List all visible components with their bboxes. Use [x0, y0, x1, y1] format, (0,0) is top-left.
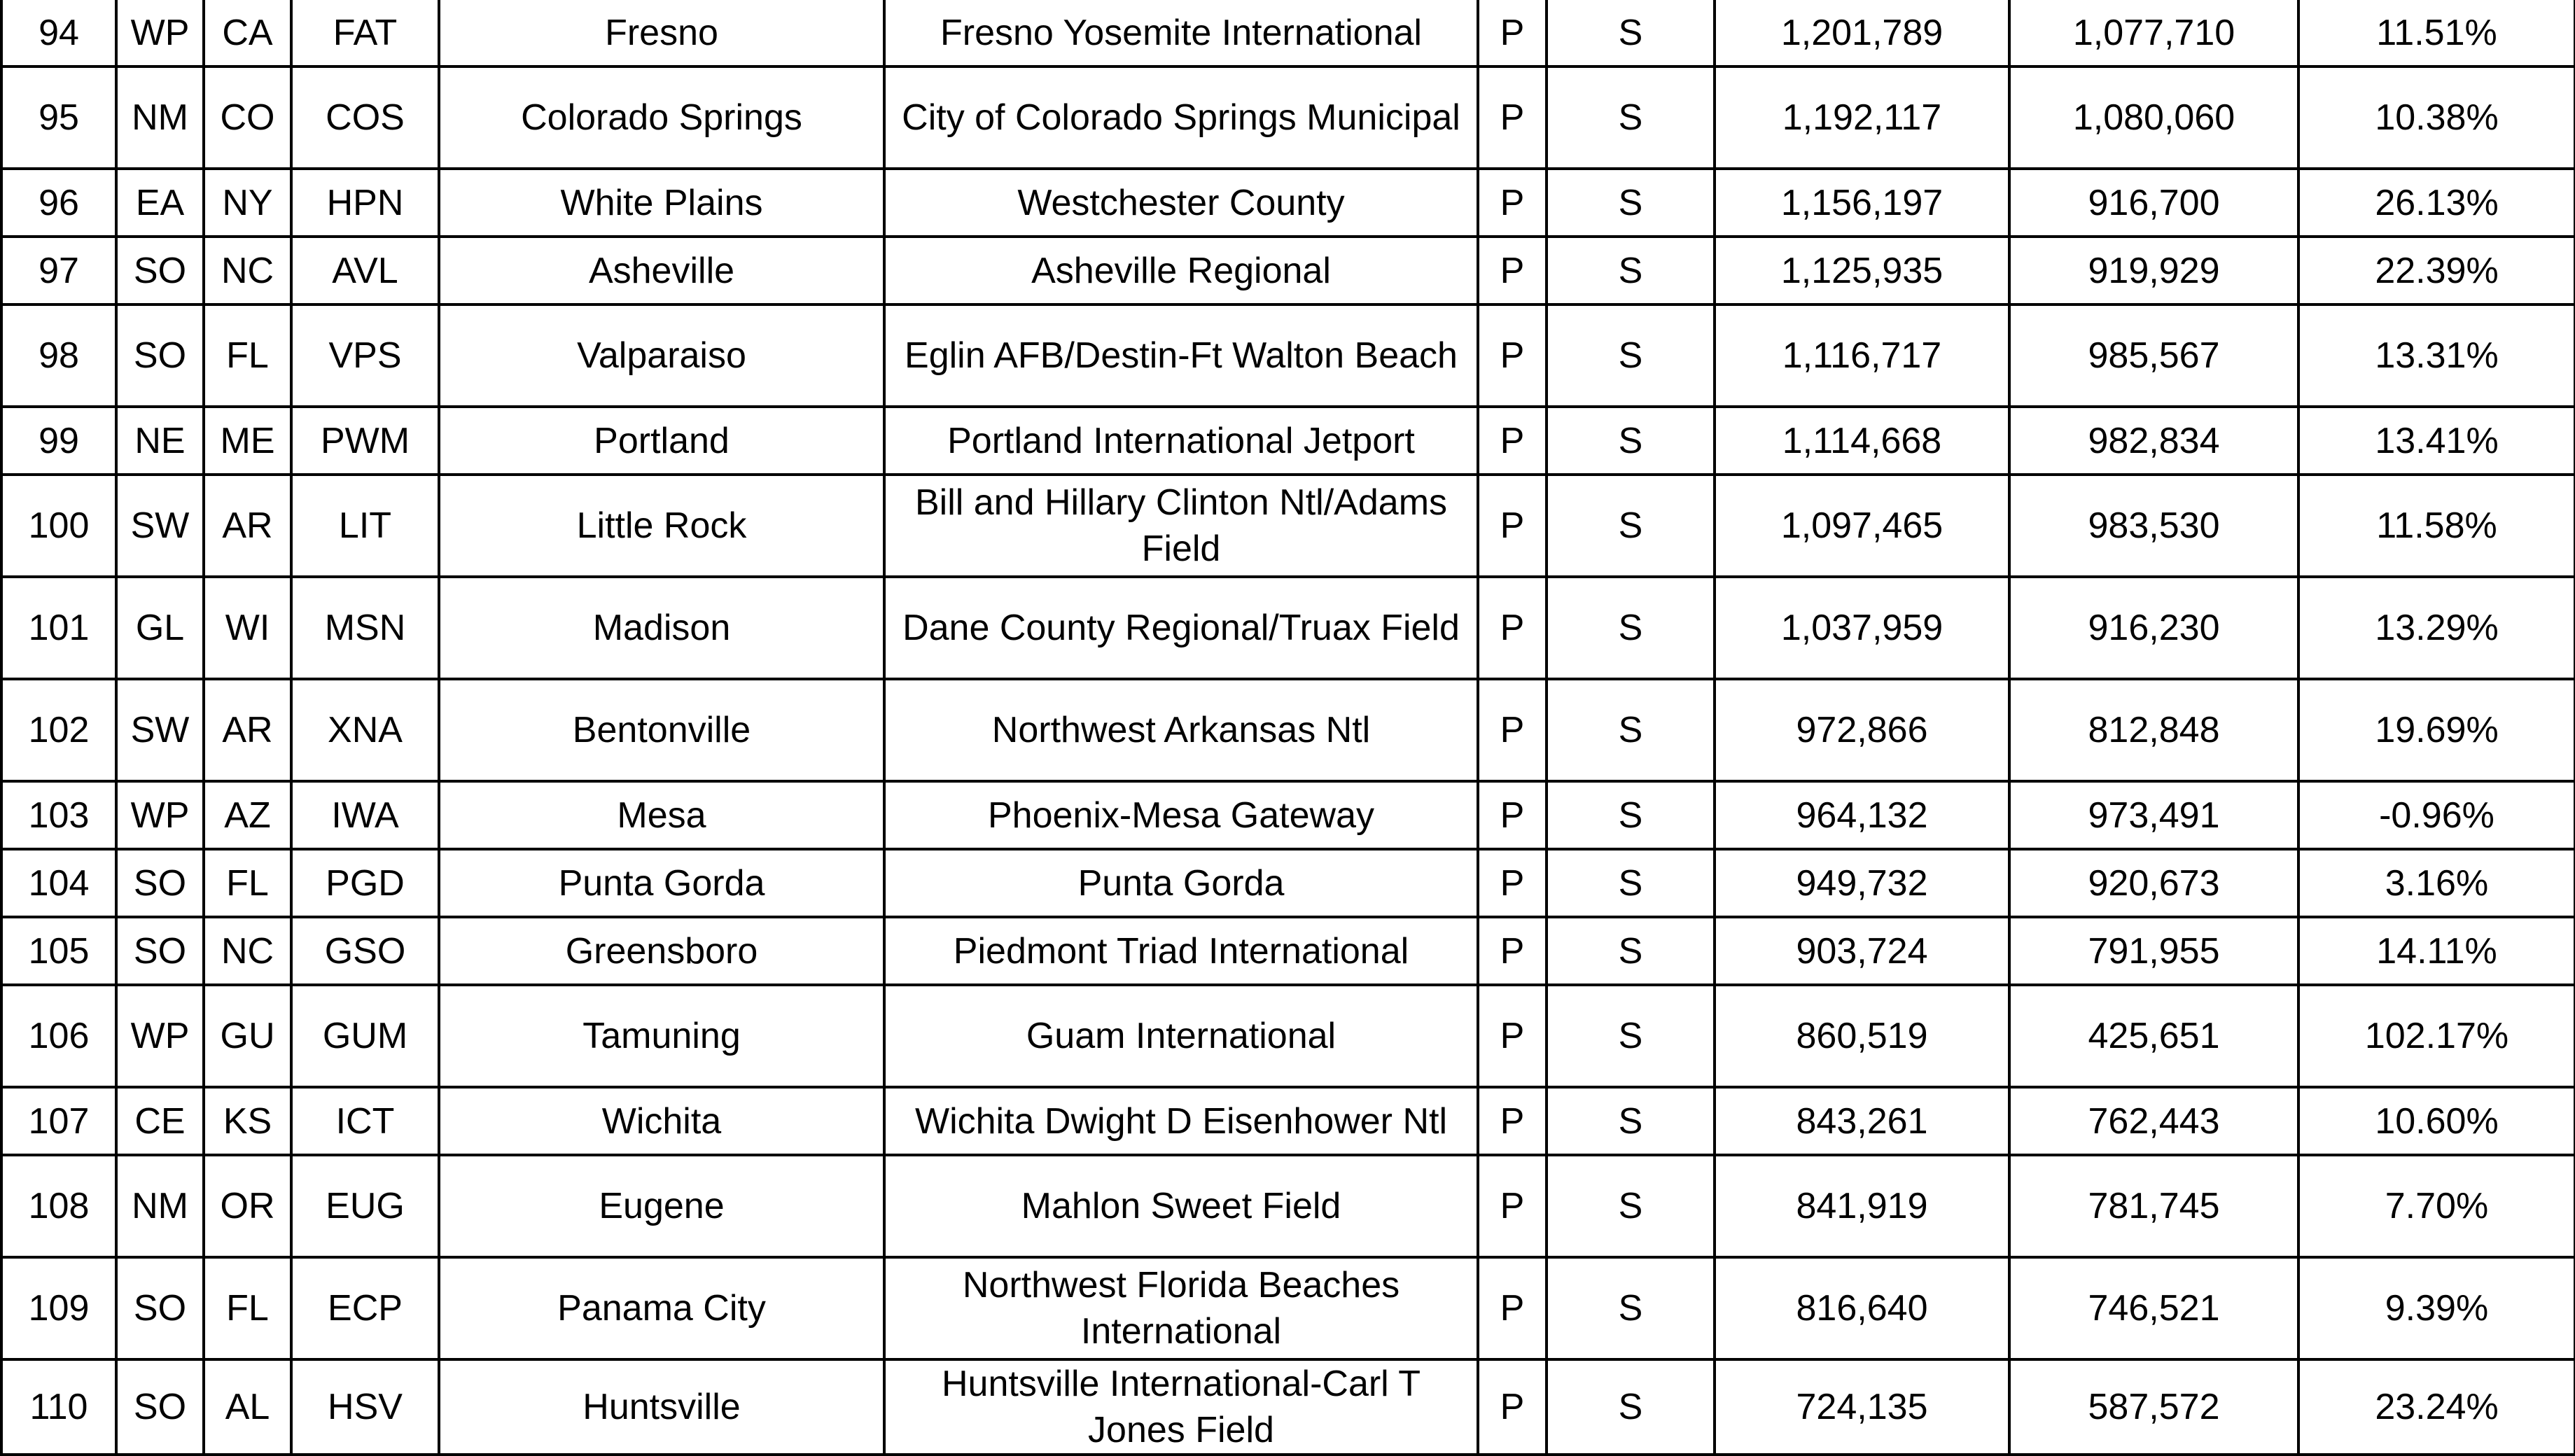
state-cell: AR [204, 679, 291, 781]
locid-cell: FAT [291, 0, 439, 66]
city-cell: Asheville [439, 237, 884, 304]
locid-cell: VPS [291, 304, 439, 407]
percent-change-cell: 3.16% [2298, 849, 2575, 917]
state-cell: AL [204, 1359, 291, 1455]
rank-cell: 101 [1, 577, 116, 679]
percent-change-cell: 13.41% [2298, 407, 2575, 475]
region-cell: SW [116, 679, 204, 781]
enplanements-2018-cell: 791,955 [2009, 917, 2298, 985]
enplanements-2018-cell: 973,491 [2009, 781, 2298, 849]
rank-cell: 107 [1, 1087, 116, 1155]
rank-cell: 108 [1, 1155, 116, 1257]
airport-name-cell: Asheville Regional [884, 237, 1478, 304]
rank-cell: 105 [1, 917, 116, 985]
hub-type-cell: S [1547, 679, 1715, 781]
enplanements-2019-cell: 843,261 [1715, 1087, 2009, 1155]
table-row [1, 0, 2575, 66]
service-level-cell: P [1478, 475, 1547, 577]
region-cell: SO [116, 849, 204, 917]
service-level-cell: P [1478, 917, 1547, 985]
enplanements-2018-cell: 587,572 [2009, 1359, 2298, 1455]
airport-name-cell: Westchester County [884, 169, 1478, 237]
percent-change-cell: 23.24% [2298, 1359, 2575, 1455]
locid-cell: HSV [291, 1359, 439, 1455]
enplanements-2019-cell: 860,519 [1715, 985, 2009, 1087]
region-cell: WP [116, 0, 204, 66]
airport-name-cell: Mahlon Sweet Field [884, 1155, 1478, 1257]
rank-cell: 95 [1, 66, 116, 169]
city-cell: Valparaiso [439, 304, 884, 407]
locid-cell: ECP [291, 1257, 439, 1359]
service-level-cell: P [1478, 679, 1547, 781]
enplanements-2018-cell: 425,651 [2009, 985, 2298, 1087]
percent-change-cell: 11.51% [2298, 0, 2575, 66]
state-cell: AZ [204, 781, 291, 849]
rank-cell: 103 [1, 781, 116, 849]
city-cell: Wichita [439, 1087, 884, 1155]
rank-cell: 102 [1, 679, 116, 781]
region-cell: SO [116, 237, 204, 304]
locid-cell: COS [291, 66, 439, 169]
enplanements-2018-cell: 982,834 [2009, 407, 2298, 475]
enplanements-2018-cell: 985,567 [2009, 304, 2298, 407]
enplanements-2018-cell: 919,929 [2009, 237, 2298, 304]
airport-name-cell: Northwest Florida Beaches International [884, 1257, 1478, 1359]
enplanements-2018-cell: 916,700 [2009, 169, 2298, 237]
enplanements-2019-cell: 1,114,668 [1715, 407, 2009, 475]
city-cell: Eugene [439, 1155, 884, 1257]
hub-type-cell: S [1547, 1257, 1715, 1359]
service-level-cell: P [1478, 0, 1547, 66]
state-cell: CA [204, 0, 291, 66]
state-cell: KS [204, 1087, 291, 1155]
service-level-cell: P [1478, 849, 1547, 917]
city-cell: Portland [439, 407, 884, 475]
percent-change-cell: 9.39% [2298, 1257, 2575, 1359]
enplanements-2019-cell: 816,640 [1715, 1257, 2009, 1359]
rank-cell: 104 [1, 849, 116, 917]
table-row [1, 304, 2575, 407]
enplanements-2019-cell: 949,732 [1715, 849, 2009, 917]
rank-cell: 97 [1, 237, 116, 304]
city-cell: Huntsville [439, 1359, 884, 1455]
hub-type-cell: S [1547, 237, 1715, 304]
locid-cell: AVL [291, 237, 439, 304]
state-cell: NC [204, 917, 291, 985]
enplanements-2019-cell: 1,097,465 [1715, 475, 2009, 577]
enplanements-2018-cell: 1,080,060 [2009, 66, 2298, 169]
state-cell: NC [204, 237, 291, 304]
rank-cell: 106 [1, 985, 116, 1087]
table-row [1, 237, 2575, 304]
table-row [1, 169, 2575, 237]
service-level-cell: P [1478, 169, 1547, 237]
service-level-cell: P [1478, 304, 1547, 407]
region-cell: NM [116, 66, 204, 169]
airport-name-cell: Fresno Yosemite International [884, 0, 1478, 66]
region-cell: EA [116, 169, 204, 237]
locid-cell: LIT [291, 475, 439, 577]
table-row [1, 849, 2575, 917]
percent-change-cell: -0.96% [2298, 781, 2575, 849]
table-row [1, 1155, 2575, 1257]
hub-type-cell: S [1547, 1359, 1715, 1455]
city-cell: Colorado Springs [439, 66, 884, 169]
locid-cell: IWA [291, 781, 439, 849]
rank-cell: 109 [1, 1257, 116, 1359]
city-cell: Tamuning [439, 985, 884, 1087]
table-row [1, 1359, 2575, 1455]
table-row [1, 475, 2575, 577]
table-row [1, 1087, 2575, 1155]
rank-cell: 99 [1, 407, 116, 475]
enplanements-2019-cell: 1,201,789 [1715, 0, 2009, 66]
hub-type-cell: S [1547, 849, 1715, 917]
enplanements-2019-cell: 964,132 [1715, 781, 2009, 849]
enplanements-2018-cell: 762,443 [2009, 1087, 2298, 1155]
service-level-cell: P [1478, 407, 1547, 475]
locid-cell: GSO [291, 917, 439, 985]
hub-type-cell: S [1547, 985, 1715, 1087]
region-cell: SO [116, 917, 204, 985]
locid-cell: MSN [291, 577, 439, 679]
hub-type-cell: S [1547, 917, 1715, 985]
airport-name-cell: Portland International Jetport [884, 407, 1478, 475]
table-body [1, 0, 2575, 1455]
hub-type-cell: S [1547, 1087, 1715, 1155]
table-row [1, 917, 2575, 985]
state-cell: NY [204, 169, 291, 237]
city-cell: Panama City [439, 1257, 884, 1359]
airport-name-cell: Huntsville International-Carl T Jones Field [884, 1359, 1478, 1455]
table-row [1, 679, 2575, 781]
hub-type-cell: S [1547, 66, 1715, 169]
region-cell: SO [116, 304, 204, 407]
rank-cell: 110 [1, 1359, 116, 1455]
percent-change-cell: 13.29% [2298, 577, 2575, 679]
percent-change-cell: 26.13% [2298, 169, 2575, 237]
city-cell: Bentonville [439, 679, 884, 781]
enplanements-2018-cell: 916,230 [2009, 577, 2298, 679]
table-row [1, 66, 2575, 169]
airport-name-cell: Northwest Arkansas Ntl [884, 679, 1478, 781]
service-level-cell: P [1478, 577, 1547, 679]
hub-type-cell: S [1547, 781, 1715, 849]
state-cell: CO [204, 66, 291, 169]
state-cell: FL [204, 304, 291, 407]
enplanements-2018-cell: 920,673 [2009, 849, 2298, 917]
enplanements-2019-cell: 841,919 [1715, 1155, 2009, 1257]
enplanements-2019-cell: 972,866 [1715, 679, 2009, 781]
percent-change-cell: 11.58% [2298, 475, 2575, 577]
region-cell: NE [116, 407, 204, 475]
city-cell: White Plains [439, 169, 884, 237]
enplanements-2019-cell: 1,037,959 [1715, 577, 2009, 679]
locid-cell: PGD [291, 849, 439, 917]
enplanements-2019-cell: 903,724 [1715, 917, 2009, 985]
locid-cell: GUM [291, 985, 439, 1087]
airport-name-cell: Bill and Hillary Clinton Ntl/Adams Field [884, 475, 1478, 577]
table-row [1, 577, 2575, 679]
service-level-cell: P [1478, 781, 1547, 849]
percent-change-cell: 19.69% [2298, 679, 2575, 781]
table-row [1, 407, 2575, 475]
table-row [1, 781, 2575, 849]
airport-name-cell: Dane County Regional/Truax Field [884, 577, 1478, 679]
airport-name-cell: Punta Gorda [884, 849, 1478, 917]
state-cell: GU [204, 985, 291, 1087]
airport-name-cell: Phoenix-Mesa Gateway [884, 781, 1478, 849]
table-row [1, 1257, 2575, 1359]
table-row [1, 985, 2575, 1087]
region-cell: WP [116, 985, 204, 1087]
locid-cell: PWM [291, 407, 439, 475]
enplanements-2019-cell: 1,125,935 [1715, 237, 2009, 304]
rank-cell: 94 [1, 0, 116, 66]
service-level-cell: P [1478, 66, 1547, 169]
percent-change-cell: 7.70% [2298, 1155, 2575, 1257]
locid-cell: ICT [291, 1087, 439, 1155]
airport-name-cell: Eglin AFB/Destin-Ft Walton Beach [884, 304, 1478, 407]
city-cell: Mesa [439, 781, 884, 849]
state-cell: AR [204, 475, 291, 577]
hub-type-cell: S [1547, 0, 1715, 66]
enplanements-2018-cell: 812,848 [2009, 679, 2298, 781]
enplanements-2019-cell: 1,156,197 [1715, 169, 2009, 237]
city-cell: Little Rock [439, 475, 884, 577]
percent-change-cell: 10.38% [2298, 66, 2575, 169]
service-level-cell: P [1478, 1155, 1547, 1257]
service-level-cell: P [1478, 1257, 1547, 1359]
enplanements-2018-cell: 1,077,710 [2009, 0, 2298, 66]
enplanements-2019-cell: 1,116,717 [1715, 304, 2009, 407]
airport-name-cell: Wichita Dwight D Eisenhower Ntl [884, 1087, 1478, 1155]
region-cell: GL [116, 577, 204, 679]
locid-cell: EUG [291, 1155, 439, 1257]
state-cell: FL [204, 849, 291, 917]
percent-change-cell: 10.60% [2298, 1087, 2575, 1155]
region-cell: CE [116, 1087, 204, 1155]
hub-type-cell: S [1547, 304, 1715, 407]
percent-change-cell: 102.17% [2298, 985, 2575, 1087]
enplanements-2018-cell: 983,530 [2009, 475, 2298, 577]
enplanements-2019-cell: 1,192,117 [1715, 66, 2009, 169]
percent-change-cell: 22.39% [2298, 237, 2575, 304]
hub-type-cell: S [1547, 169, 1715, 237]
rank-cell: 98 [1, 304, 116, 407]
city-cell: Punta Gorda [439, 849, 884, 917]
region-cell: NM [116, 1155, 204, 1257]
airport-name-cell: Guam International [884, 985, 1478, 1087]
city-cell: Fresno [439, 0, 884, 66]
service-level-cell: P [1478, 1359, 1547, 1455]
rank-cell: 100 [1, 475, 116, 577]
hub-type-cell: S [1547, 475, 1715, 577]
percent-change-cell: 13.31% [2298, 304, 2575, 407]
region-cell: SO [116, 1257, 204, 1359]
enplanements-2018-cell: 746,521 [2009, 1257, 2298, 1359]
airport-name-cell: Piedmont Triad International [884, 917, 1478, 985]
service-level-cell: P [1478, 237, 1547, 304]
state-cell: FL [204, 1257, 291, 1359]
hub-type-cell: S [1547, 577, 1715, 679]
percent-change-cell: 14.11% [2298, 917, 2575, 985]
service-level-cell: P [1478, 985, 1547, 1087]
city-cell: Madison [439, 577, 884, 679]
state-cell: OR [204, 1155, 291, 1257]
city-cell: Greensboro [439, 917, 884, 985]
enplanements-2018-cell: 781,745 [2009, 1155, 2298, 1257]
enplanements-2019-cell: 724,135 [1715, 1359, 2009, 1455]
hub-type-cell: S [1547, 407, 1715, 475]
region-cell: SO [116, 1359, 204, 1455]
region-cell: WP [116, 781, 204, 849]
airport-name-cell: City of Colorado Springs Municipal [884, 66, 1478, 169]
state-cell: ME [204, 407, 291, 475]
region-cell: SW [116, 475, 204, 577]
locid-cell: HPN [291, 169, 439, 237]
service-level-cell: P [1478, 1087, 1547, 1155]
rank-cell: 96 [1, 169, 116, 237]
hub-type-cell: S [1547, 1155, 1715, 1257]
state-cell: WI [204, 577, 291, 679]
locid-cell: XNA [291, 679, 439, 781]
